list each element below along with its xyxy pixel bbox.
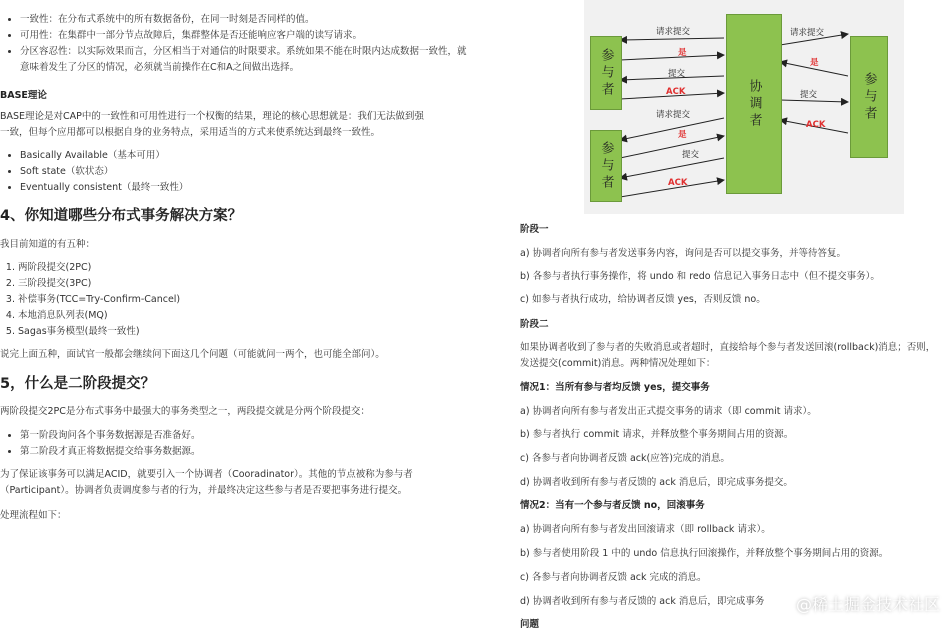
q4-after: 说完上面五种，面试官一般都会继续问下面这几个问题（可能就问一两个，也可能全部问）。 [0, 349, 385, 360]
list-item: • Soft state（软状态） [20, 164, 188, 180]
case1-item-a: a) 协调者向所有参与者发出正式提交事务的请求（即 commit 请求）。 [520, 406, 817, 417]
list-item: 2. 三阶段提交(3PC) [18, 276, 180, 292]
base-heading: BASE理论 [0, 90, 47, 101]
label-ack: ACK [668, 178, 688, 188]
participant-box-bottom: 参与者 [590, 130, 622, 202]
list-item: • 可用性：在集群中一部分节点故障后，集群整体是否还能响应客户端的读写请求。 [20, 28, 468, 44]
q4-intro: 我目前知道的有五种： [0, 239, 96, 250]
list-item: 1. 两阶段提交(2PC) [18, 260, 180, 276]
case1-item-b: b) 参与者执行 commit 请求，并释放整个事务期间占用的资源。 [520, 429, 794, 440]
label-yes: 是 [810, 58, 819, 68]
two-phase-commit-diagram [584, 0, 904, 214]
phase1-item-c: c) 如参与者执行成功，给协调者反馈 yes，否则反馈 no。 [520, 294, 766, 305]
problem-heading: 问题 [520, 619, 540, 630]
case1-item-d: d) 协调者收到所有参与者反馈的 ack 消息后，即完成事务提交。 [520, 477, 793, 488]
case2-item-d: d) 协调者收到所有参与者反馈的 ack 消息后，即完成事务 [520, 596, 765, 607]
case1-item-c: c) 各参与者向协调者反馈 ack(应答)完成的消息。 [520, 453, 730, 464]
case2-item-b: b) 参与者使用阶段 1 中的 undo 信息执行回滚操作，并释放整个事务期间占用的资源。 [520, 548, 889, 559]
q5-list [0, 428, 201, 460]
list-item: • Eventually consistent（最终一致性） [20, 180, 188, 196]
label-commit: 提交 [682, 150, 700, 160]
phase1-heading: 阶段一 [520, 224, 549, 235]
label-yes: 是 [678, 130, 687, 140]
phase2-heading: 阶段二 [520, 319, 549, 330]
list-item: 5. Sagas事务模型(最终一致性) [18, 324, 180, 340]
list-item: • Basically Available（基本可用） [20, 148, 188, 164]
q5-flow: 处理流程如下： [0, 510, 67, 521]
label-ack: ACK [806, 120, 826, 130]
base-paragraph: BASE理论是对CAP中的一致性和可用性进行一个权衡的结果，理论的核心思想就是：我们无法做到强一致，但每个应用都可以根据自身的业务特点，采用适当的方式来使系统达到最终一致性。 [0, 111, 424, 138]
list-item: 4. 本地消息队列表(MQ) [18, 308, 180, 324]
list-item: • 分区容忍性：以实际效果而言，分区相当于对通信的时限要求。系统如果不能在时限内达成数据一致性，就意味着发生了分区的情况，必须就当前操作在C和A之间做出选择。 [20, 44, 468, 76]
q5-paragraph: 为了保证该事务可以满足ACID，就要引入一个协调者（Cooradinator）。其他的节点被称为参与者（Participant）。协调者负责调度参与者的行为，并最终决定这些参与者是否要把事务进行提交。 [0, 469, 413, 496]
case1-heading: 情况1：当所有参与者均反馈 yes，提交事务 [520, 382, 710, 393]
phase2-intro: 如果协调者收到了参与者的失败消息或者超时，直接给每个参与者发送回滚(rollback)消息；否则，发送提交(commit)消息。两种情况处理如下： [520, 342, 936, 369]
case2-item-c: c) 各参与者向协调者反馈 ack 完成的消息。 [520, 572, 707, 583]
section-heading-q5: 5，什么是二阶段提交？ [0, 376, 156, 392]
list-item: 3. 补偿事务(TCC=Try-Confirm-Cancel) [18, 292, 180, 308]
left-column [0, 0, 470, 633]
case2-heading: 情况2：当有一个参与者反馈 no，回滚事务 [520, 500, 705, 511]
label-ack: ACK [666, 87, 686, 97]
label-commit: 提交 [800, 90, 818, 100]
cap-list [0, 12, 468, 76]
participant-box-top: 参与者 [590, 36, 622, 110]
q4-list [0, 260, 180, 340]
q5-intro: 两阶段提交2PC是分布式事务中最强大的事务类型之一，两段提交就是分两个阶段提交： [0, 406, 370, 417]
label-request-commit: 请求提交 [790, 28, 825, 38]
label-yes: 是 [678, 48, 687, 58]
phase1-item-a: a) 协调者向所有参与者发送事务内容，询问是否可以提交事务，并等待答复。 [520, 248, 847, 259]
case2-item-a: a) 协调者向所有参与者发出回滚请求（即 rollback 请求）。 [520, 524, 771, 535]
base-list [0, 148, 188, 196]
label-request-commit: 请求提交 [656, 27, 691, 37]
list-item: • 第二阶段才真正将数据提交给事务数据源。 [20, 444, 201, 460]
participant-box-right: 参与者 [850, 36, 888, 158]
label-request-commit: 请求提交 [656, 110, 691, 120]
list-item: • 第一阶段询问各个事务数据源是否准备好。 [20, 428, 201, 444]
list-item: • 一致性：在分布式系统中的所有数据备份，在同一时刻是否同样的值。 [20, 12, 468, 28]
label-commit: 提交 [668, 69, 686, 79]
phase1-item-b: b) 各参与者执行事务操作，将 undo 和 redo 信息记入事务日志中（但不提交事务）。 [520, 271, 880, 282]
coordinator-box: 协调者 [726, 14, 782, 194]
section-heading-q4: 4、你知道哪些分布式事务解决方案？ [0, 208, 243, 224]
right-column [520, 0, 948, 633]
watermark: @稀土掘金技术社区 [795, 595, 940, 614]
